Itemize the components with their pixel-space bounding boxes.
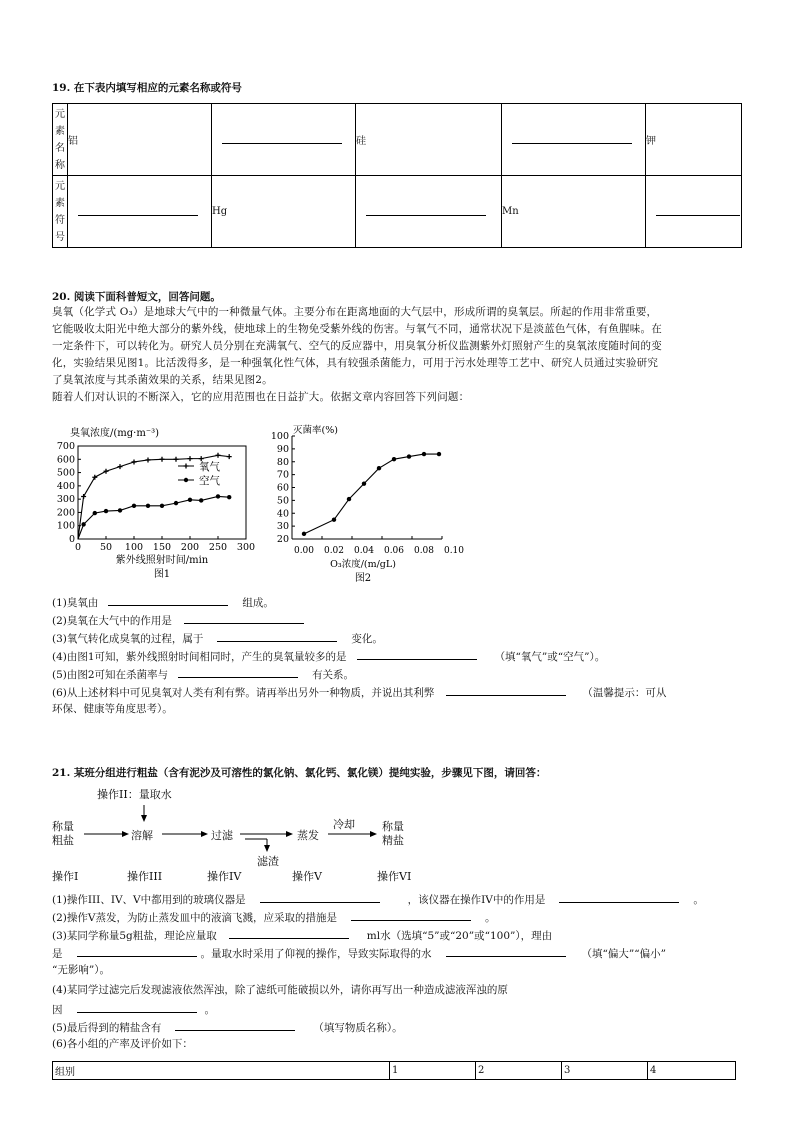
q21-5: (5)最后得到的精盐含有 （填写物质名称）。 [52,1019,403,1036]
data-point [174,457,179,462]
cell-name-2[interactable] [212,104,356,176]
q20-5: (5)由图2可知在杀菌率与 有关系。 [52,666,354,683]
y-tick-label: 300 [56,494,75,506]
data-point [422,452,426,456]
y-tick-label: 700 [56,441,75,452]
data-point [174,501,178,505]
legend-label: 空气 [199,475,220,487]
y-tick-label: 400 [56,480,75,492]
cell-symbol-2: Hg [212,176,356,248]
data-point [362,481,366,485]
q20-4: (4)由图1可知，紫外线照射时间相同时，产生的臭氧量较多的是 （填“氧气”或“空气”）。 [52,648,605,665]
x-tick-label: 0.08 [413,546,435,556]
flow-arrows [80,805,390,860]
data-point [392,457,396,461]
flow-op-6: 操作VI [377,870,412,883]
q21-4-cont: 因 。 [52,1001,215,1018]
data-point [160,457,165,462]
x-tick-label: 0.06 [383,546,405,556]
y-tick-label: 500 [56,467,75,479]
group-3: 3 [562,1062,648,1080]
flow-op-1: 操作I [52,870,79,883]
group-1: 1 [390,1062,476,1080]
series-line [304,454,439,534]
cell-name-3: 硅 [356,104,502,176]
flow-start: 称量 粗盐 [52,820,74,847]
answer-blank[interactable] [184,612,304,624]
cell-symbol-4: Mn [502,176,646,248]
data-point [93,511,97,515]
data-point [332,517,336,521]
cell-symbol-5[interactable] [646,176,742,248]
x-tick-label: 250 [208,542,228,553]
data-point [81,494,86,499]
q21-1: (1)操作III、IV、V中都用到的玻璃仪器是 ，该仪器在操作IV中的作用是 。 [52,891,704,908]
y-tick-label: 0 [68,534,75,545]
groups-table [52,1061,736,1080]
x-tick-label: 0.10 [443,546,465,556]
q20-6-cont: 环保、健康等角度思考）。 [52,703,173,715]
y-tick-label: 70 [276,469,289,481]
x-tick-label: 300 [236,542,256,553]
data-point [104,509,108,513]
q20-3: (3)氧气转化成臭氧的过程，属于 变化。 [52,630,383,647]
data-point [302,532,306,536]
x-axis-label: O₃浓度/(m/gL) [330,559,396,570]
group-header: 组别 [53,1062,390,1080]
data-point [199,498,203,502]
group-2: 2 [476,1062,562,1080]
data-point [227,495,231,499]
data-point [216,494,220,498]
q20-title: 20. 阅读下面科普短文，回答问题。 [52,291,221,303]
q20-1: (1)臭氧由 组成。 [52,594,274,611]
row-header-symbol: 元 素 符 号 [53,176,68,248]
group-4: 4 [648,1062,736,1080]
answer-blank[interactable] [217,630,337,642]
data-point [227,454,232,459]
x-tick-label: 0.02 [323,546,345,556]
data-point [81,522,85,526]
data-point [188,456,193,461]
legend-marker [184,464,189,469]
y-tick-label: 50 [276,495,289,507]
y-tick-label: 100 [56,520,75,532]
flow-cool: 冷却 [333,818,355,831]
y-tick-label: 100 [270,431,289,442]
figure-2-chart [270,420,465,590]
legend-marker [184,478,188,482]
y-tick-label: 20 [276,534,289,545]
answer-blank[interactable] [108,594,228,606]
flow-filter: 过滤 [211,829,233,842]
flow-evaporate: 蒸发 [297,829,319,842]
data-point [160,504,164,508]
flow-op-3: 操作III [127,870,163,883]
q21-4: (4)某同学过滤完后发现滤液依然浑浊，除了滤纸可能破损以外，请你再写出一种造成滤液浑浊的原 [52,984,508,996]
flow-end: 称量 精盐 [382,820,404,847]
q21-3: (3)某同学称量5g粗盐，理论应量取 ml水（选填“5”或“20”或“100”），理由 [52,927,552,944]
element-table [52,103,742,248]
data-point [437,452,441,456]
data-point [132,504,136,508]
data-point [188,498,192,502]
data-point [118,508,122,512]
x-tick-label: 0 [74,542,82,553]
x-tick-label: 0.00 [293,546,315,556]
chart-title: 图2 [354,573,372,584]
q21-3-cont: 是 。量取水时采用了仰视的操作，导致实际取得的水 （填“偏大”“偏小” [52,945,666,962]
y-axis-label: 灭菌率(%) [293,425,338,436]
q20-2: (2)臭氧在大气中的作用是 [52,612,304,629]
answer-blank[interactable] [446,684,566,696]
y-tick-label: 40 [276,508,289,520]
data-point [132,459,137,464]
flow-dissolve: 溶解 [131,829,153,842]
row-header-name: 元 素 名 称 [53,104,68,176]
q21-3-cont2: “无影响”）。 [52,964,110,976]
series-line-空气 [78,496,229,539]
x-tick-label: 200 [180,542,200,553]
y-tick-label: 30 [276,521,289,533]
data-point [104,469,109,474]
cell-name-4[interactable] [502,104,646,176]
q20-passage: 臭氧（化学式 O₃）是地球大气中的一种微量气体。主要分布在距离地面的大气层中，形成所谓的臭氧层。所起的作用非常重要， 它能吸收太阳光中绝大部分的紫外线，使地球上的生物免受紫外线的伤害。与氧气不同，通常状况下是淡蓝色气体，有鱼腥味。在 一定条件下，可以转化为。研究人员分别在充满氧气、空气的反应器中，用臭氧分析仪监测紫外灯照射产生的臭氧浓度随时间的变 化，实验结果见图1。比活泼得多，是一种强氧化性气体，具有较强杀菌能力，可用于污水处理等工艺中、研究人员通过实验研究 了臭氧浓度与其杀菌效果的关系，结果见图2。 随着人们对认识的不断深入，它的应用范围也在日益扩大。依据文章内容回答下列问题： [52,306,662,403]
y-tick-label: 60 [276,482,289,494]
q21-6: (6)各小组的产率及评价如下： [52,1038,193,1050]
x-tick-label: 100 [124,542,144,553]
legend-label: 氧气 [199,461,220,473]
data-point [92,475,97,480]
flow-residue: 滤渣 [257,855,279,868]
x-axis-label: 紫外线照射时间/min [115,555,209,566]
data-point [146,457,151,462]
data-point [146,504,150,508]
figure-1-chart [50,420,260,590]
q19-title: 19. 在下表内填写相应的元素名称或符号 [52,82,242,94]
flow-op-5: 操作V [292,870,322,883]
answer-blank[interactable] [175,1019,295,1031]
x-tick-label: 50 [99,542,113,553]
data-point [407,454,411,458]
y-axis-label: 臭氧浓度/(mg·m⁻³) [70,428,160,439]
answer-blank[interactable] [351,909,471,921]
cell-name-5: 钾 [646,104,742,176]
x-tick-label: 0.04 [353,546,375,556]
answer-blank[interactable] [229,927,349,939]
y-tick-label: 200 [56,507,75,519]
y-tick-label: 90 [276,443,289,455]
cell-symbol-3[interactable] [356,176,502,248]
q20-6: (6)从上述材料中可见臭氧对人类有利有弊。请再举出另外一种物质，并说出其利弊 （温馨提示：可从 [52,684,666,701]
flow-op-4: 操作IV [207,870,242,883]
q21-title: 21. 某班分组进行粗盐（含有泥沙及可溶性的氯化钠、氯化钙、氯化镁）提纯实验，步骤见下图，请回答： [52,767,547,779]
y-tick-label: 80 [276,456,289,468]
answer-blank[interactable] [357,648,477,660]
y-tick-label: 600 [56,454,75,466]
answer-blank[interactable] [77,1001,197,1013]
data-point [216,453,221,458]
data-point [377,466,381,470]
answer-blank[interactable] [77,945,197,957]
answer-blank[interactable] [446,945,566,957]
answer-blank[interactable] [559,891,679,903]
flow-op2: 操作II：量取水 [97,788,172,801]
chart-title: 图1 [153,569,171,580]
cell-name-1: 铝 [68,104,212,176]
x-tick-label: 150 [152,542,172,553]
data-point [347,497,351,501]
q21-2: (2)操作V蒸发，为防止蒸发皿中的液滴飞溅，应采取的措施是 。 [52,909,495,926]
cell-symbol-1[interactable] [68,176,212,248]
data-point [118,464,123,469]
answer-blank[interactable] [260,891,380,903]
answer-blank[interactable] [178,666,298,678]
